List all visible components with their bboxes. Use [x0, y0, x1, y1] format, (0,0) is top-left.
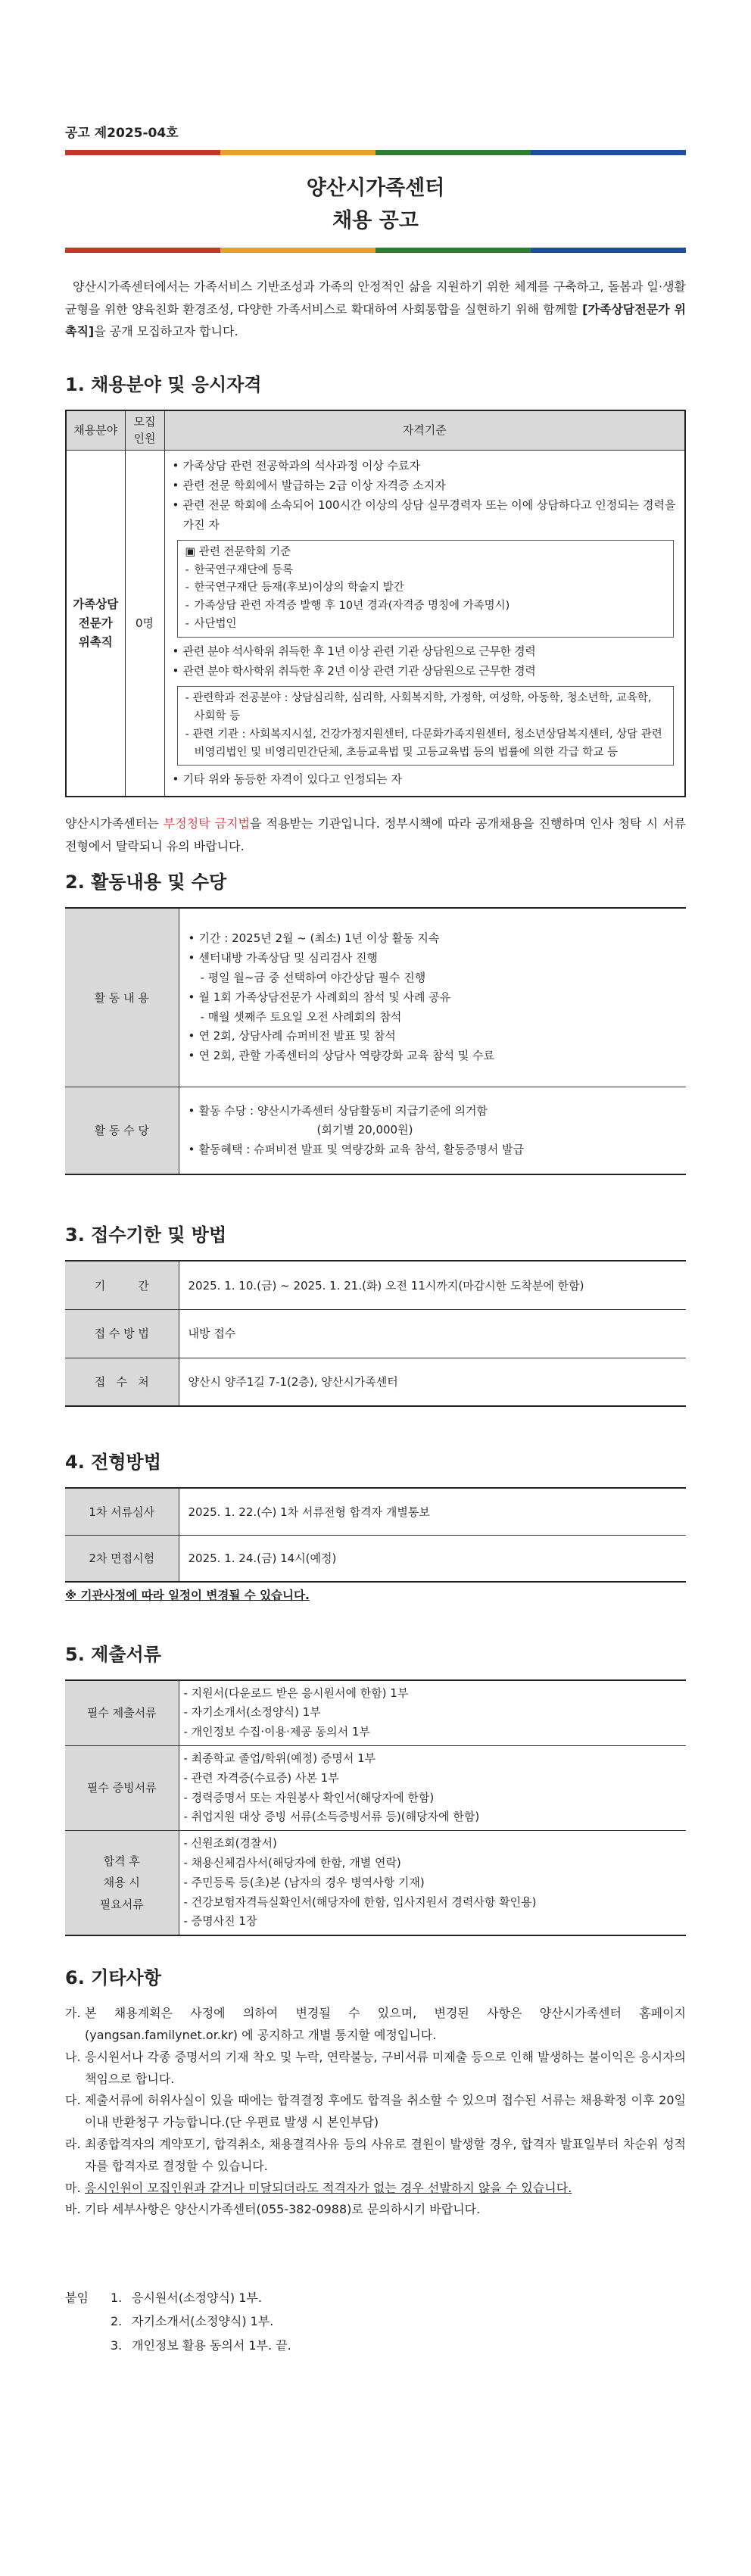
item-text: 최종합격자의 계약포기, 합격취소, 채용결격사유 등의 사유로 결원이 발생할 경우, 합격자 발표일부터 차순위 성적자를 합격자로 결정할 수 있습니다. — [85, 2136, 686, 2173]
list-item: • 연 2회, 관할 가족센터의 상담사 역량강화 교육 참석 및 수료 — [189, 1046, 678, 1066]
stage1-value: 2025. 1. 22.(수) 1차 서류전형 합격자 개별통보 — [179, 1488, 686, 1535]
list-item: • 활동혜택 : 슈퍼비전 발표 및 역량강화 교육 참석, 활동증명서 발급 — [189, 1140, 678, 1160]
hire-docs-cell — [179, 1831, 686, 1935]
required-docs-cell — [179, 1680, 686, 1746]
qualification-table — [65, 410, 686, 797]
attachments — [65, 2286, 686, 2357]
item-text: 제출서류에 허위사실이 있을 때에는 합격결정 후에도 합격을 취소할 수 있으며 접수된 서류는 채용확정 이후 20일 이내 반환청구 가능합니다.(단 우편료 발생 시 본인부담) — [85, 2093, 686, 2130]
color-bar-green — [376, 150, 531, 155]
stage2-label: 2차 면접시험 — [65, 1535, 179, 1582]
list-item: • 관련 전문 학회에 소속되어 100시간 이상의 상담 실무경력자 또는 이에 상담하다고 인정되는 경력을 가진 자 — [173, 496, 678, 535]
list-item — [65, 2047, 686, 2091]
anti-graft-notice — [65, 812, 686, 857]
section5-title: 5. 제출서류 — [65, 1643, 161, 1665]
place-label: 접 수 처 — [65, 1358, 179, 1406]
list-item — [65, 2090, 686, 2134]
activity-pay-cell — [179, 1087, 686, 1174]
activity-list — [189, 929, 678, 1066]
hire-docs-label: 합격 후 채용 시 필요서류 — [65, 1831, 179, 1935]
related-field-box — [177, 686, 675, 766]
list-item: - 관련 자격증(수료증) 사본 1부 — [183, 1770, 339, 1785]
color-bar-blue — [531, 248, 686, 253]
list-item: - 관련 기관 : 사회복지시설, 건강가정지원센터, 다문화가족지원센터, 청소년상담복지센터, 상담 관련 비영리법인 및 비영리민간단체, 초등교육법 및 고등교육법 등의 법률에 의한 각급 학교 등 — [185, 728, 662, 759]
count-cell: 0명 — [125, 451, 164, 797]
section4-title: 4. 전형방법 — [65, 1452, 161, 1474]
attachment-text: 개인정보 활용 동의서 1부. 끝. — [132, 2337, 291, 2353]
list-item: - 최종학교 졸업/학위(예정) 증명서 1부 — [183, 1751, 376, 1765]
list-item: - 건강보험자격득실확인서(해당자에 한함, 입사지원서 경력사항 확인용) — [183, 1895, 537, 1909]
list-item: - 가족상담 관련 자격증 발행 후 10년 경과(자격증 명칭에 가족명시) — [185, 597, 666, 616]
box-title: ▣ 관련 전문학회 기준 — [185, 545, 291, 558]
list-item — [65, 2178, 686, 2200]
list-item: - 경력증명서 또는 자원봉사 확인서(해당자에 한함) — [183, 1790, 435, 1804]
intro-text-bold: [가족상담전문가 위촉직] — [65, 301, 687, 339]
list-item — [65, 2003, 686, 2047]
activity-pay-label: 활 동 수 당 — [65, 1087, 179, 1174]
proof-docs-label: 필수 증빙서류 — [65, 1745, 179, 1830]
notice-text-a: 양산시가족센터는 — [65, 816, 164, 831]
color-bar-red — [65, 248, 220, 253]
section6-title: 6. 기타사항 — [65, 1967, 161, 1989]
list-sub-item: - 평일 월~금 중 선택하여 야간상담 필수 진행 — [200, 971, 426, 985]
stage2-value: 2025. 1. 24.(금) 14시(예정) — [179, 1535, 686, 1582]
selection-table — [65, 1487, 686, 1583]
list-sub-item: - 매월 셋째주 토요일 오전 사례회의 참석 — [200, 1009, 402, 1024]
notice-text-red: 부정청탁 금지법 — [163, 816, 251, 831]
intro-paragraph — [65, 276, 686, 343]
method-label: 접 수 방 법 — [65, 1309, 179, 1358]
color-bar-bottom — [65, 248, 686, 253]
item-text: 응시원서나 각종 증명서의 기재 착오 및 누락, 연락불능, 구비서류 미제출 등으로 인해 발생하는 불이익은 응시자의 책임으로 합니다. — [85, 2049, 686, 2086]
color-bar — [65, 150, 686, 155]
list-item: - 개인정보 수집·이용·제공 동의서 1부 — [183, 1725, 370, 1739]
society-criteria-box — [177, 540, 675, 638]
activity-content-label: 활 동 내 용 — [65, 908, 179, 1087]
list-item: • 관련 분야 학사학위 취득한 후 2년 이상 관련 기관 상담원으로 근무한 경력 — [173, 662, 678, 681]
stage1-label: 1차 서류심사 — [65, 1488, 179, 1535]
list-item: - 지원서(다운로드 받은 응시원서에 한함) 1부 — [183, 1686, 409, 1700]
place-value: 양산시 양주1길 7-1(2층), 양산시가족센터 — [179, 1358, 686, 1406]
period-label: 기 간 — [65, 1261, 179, 1309]
list-item: - 자기소개서(소정양식) 1부 — [183, 1705, 321, 1720]
item-text: 응시인원이 모집인원과 같거나 미달되더라도 적격자가 없는 경우 선발하지 않을 수 있습니다. — [85, 2180, 572, 2195]
list-item: - 주민등록 등(초)본 (남자의 경우 병역사항 기재) — [183, 1875, 425, 1889]
item-marker: 가. — [65, 2006, 81, 2021]
attachment-number: 1. — [111, 2291, 123, 2306]
section2-title: 2. 활동내용 및 수당 — [65, 872, 227, 893]
list-item: - 증명사진 1장 — [183, 1914, 257, 1929]
color-bar-green — [376, 248, 531, 253]
list-item: • 활동 수당 : 양산시가족센터 상담활동비 지급기준에 의거함 — [189, 1102, 678, 1121]
item-marker: 다. — [65, 2093, 81, 2108]
attachment-row — [65, 2309, 686, 2333]
list-item: • 기타 위와 동등한 자격이 있다고 인정되는 자 — [173, 770, 678, 790]
proof-docs-cell — [179, 1745, 686, 1830]
title-block — [65, 155, 686, 248]
col-count-header: 모집 인원 — [125, 410, 164, 451]
list-item: • 연 2회, 상담사례 슈퍼비전 발표 및 참석 — [189, 1027, 678, 1046]
section3-title: 3. 접수기한 및 방법 — [65, 1224, 227, 1246]
color-bar-red — [65, 150, 220, 155]
list-item: - 채용신체검사서(해당자에 한함, 개별 연락) — [183, 1855, 401, 1870]
activity-content-cell — [179, 908, 686, 1087]
notice-text-b: 을 적용받는 기관입니다. 정부시책에 따라 공개채용을 진행하며 인사 청탁 시 서류전형에서 탈락되니 유의 바랍니다. — [65, 816, 686, 853]
list-item: • 관련 전문 학회에서 발급하는 2급 이상 자격증 소지자 — [173, 476, 678, 496]
attachment-text: 응시원서(소정양식) 1부. — [132, 2291, 262, 2306]
org-title: 양산시가족센터 — [306, 176, 445, 200]
list-item — [65, 2199, 686, 2221]
method-value: 내방 접수 — [179, 1309, 686, 1358]
list-item: - 한국연구재단에 등록 — [185, 562, 666, 580]
notice-number: 공고 제2025-04호 — [65, 126, 179, 141]
list-item: • 센터내방 가족상담 및 심리검사 진행 — [189, 949, 678, 968]
intro-text-a: 양산시가족센터에서는 가족서비스 기반조성과 가족의 안정적인 삶을 지원하기 위한 체계를 구축하고, 돌봄과 일·생활 균형을 위한 양육친화 환경조성, 다양한 가족서비스로 확대하여 사회통합을 실현하기 위해 함께할 — [65, 279, 686, 317]
attachment-spacer — [65, 2334, 111, 2357]
required-docs-label: 필수 제출서류 — [65, 1680, 179, 1746]
activity-table — [65, 907, 686, 1175]
pay-amount: (회기별 20,000원) — [316, 1123, 413, 1137]
list-item: - 신원조회(경찰서) — [183, 1836, 277, 1851]
list-item: • 가족상담 관련 전공학과의 석사과정 이상 수료자 — [173, 457, 678, 476]
attachment-number: 2. — [111, 2314, 123, 2329]
list-item: - 한국연구재단 등재(후보)이상의 학술지 발간 — [185, 579, 666, 597]
item-marker: 바. — [65, 2202, 81, 2217]
list-item — [65, 2134, 686, 2178]
list-item: • 기간 : 2025년 2월 ~ (최소) 1년 이상 활동 지속 — [189, 929, 678, 949]
item-text: 본 채용계획은 사정에 의하여 변경될 수 있으며, 변경된 사항은 양산시가족센터 홈페이지(yangsan.familynet.or.kr) 에 공지하고 개별 통지할 예정입니다. — [85, 2006, 686, 2042]
list-item: - 관련학과 전공분야 : 상담심리학, 심리학, 사회복지학, 가정학, 여성학, 아동학, 청소년학, 교육학, 사회학 등 — [185, 691, 652, 722]
attachment-row — [65, 2334, 686, 2357]
documents-table — [65, 1679, 686, 1937]
schedule-note: ※ 기관사정에 따라 일정이 변경될 수 있습니다. — [65, 1589, 310, 1603]
intro-text-b: 을 공개 모집하고자 합니다. — [94, 324, 238, 339]
qual-cell — [164, 451, 685, 797]
pay-list — [189, 1102, 678, 1160]
section1-title: 1. 채용분야 및 응시자격 — [65, 373, 262, 395]
qual-list-c — [173, 770, 678, 790]
list-item: - 취업지원 대상 증빙 서류(소득증빙서류 등)(해당자에 한함) — [183, 1810, 480, 1824]
col-qual-header: 자격기준 — [164, 410, 685, 451]
list-item: • 관련 분야 석사학위 취득한 후 1년 이상 관련 기관 상담원으로 근무한 경력 — [173, 642, 678, 662]
item-marker: 나. — [65, 2049, 81, 2064]
attachment-number: 3. — [111, 2337, 123, 2353]
field-cell: 가족상담 전문가 위촉직 — [66, 451, 125, 797]
attachment-spacer — [65, 2309, 111, 2333]
item-marker: 라. — [65, 2136, 81, 2151]
item-marker: 마. — [65, 2180, 81, 2195]
doc-title: 채용 공고 — [332, 208, 419, 232]
attachment-text: 자기소개서(소정양식) 1부. — [132, 2314, 274, 2329]
period-value: 2025. 1. 10.(금) ~ 2025. 1. 21.(화) 오전 11시까지(마감시한 도착분에 한함) — [179, 1261, 686, 1309]
color-bar-orange — [220, 248, 376, 253]
color-bar-blue — [531, 150, 686, 155]
color-bar-orange — [220, 150, 376, 155]
item-text: 기타 세부사항은 양산시가족센터(055-382-0988)로 문의하시기 바랍니다. — [85, 2202, 481, 2217]
list-item: - 사단법인 — [185, 616, 666, 634]
attachment-row — [65, 2286, 686, 2309]
qual-list-a — [173, 457, 678, 535]
list-item: • 월 1회 가족상담전문가 사례회의 참석 및 사례 공유 — [189, 988, 678, 1008]
col-field-header: 채용분야 — [66, 410, 125, 451]
qual-list-b — [173, 642, 678, 681]
application-table — [65, 1260, 686, 1407]
attachment-label: 붙임 — [65, 2291, 89, 2306]
misc-list — [65, 2003, 686, 2221]
